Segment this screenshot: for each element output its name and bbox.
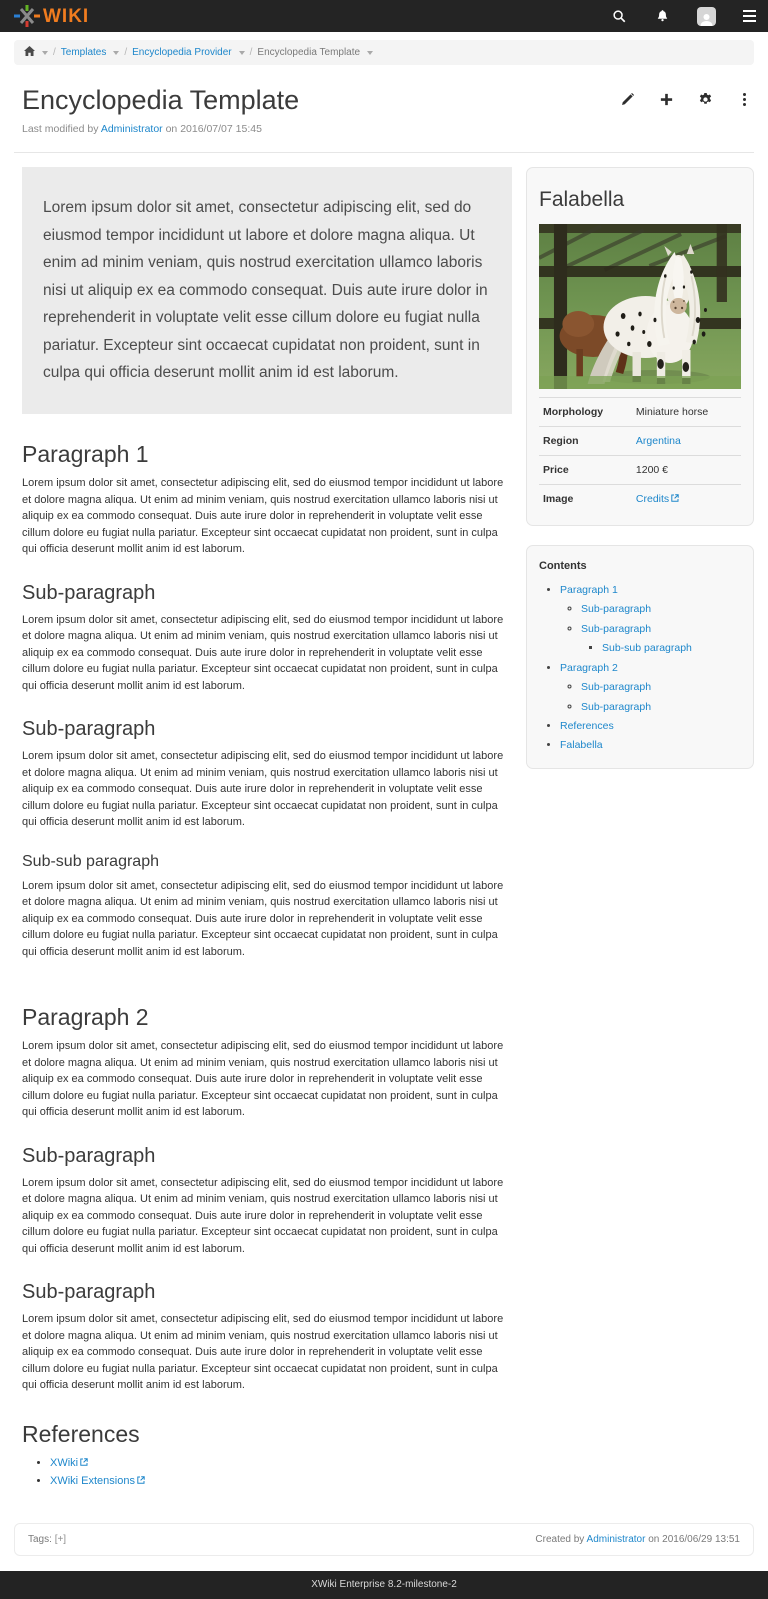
toc-link-sub-paragraph[interactable]: Sub-paragraph — [581, 681, 652, 694]
section-heading-paragraph-2: Paragraph 2 — [22, 1004, 149, 1031]
gear-icon[interactable] — [697, 91, 713, 107]
list-item — [560, 717, 741, 736]
infobox-row-label: Region — [539, 427, 632, 456]
infobox-row-label: Price — [539, 456, 632, 485]
list-item — [560, 736, 741, 755]
region-link[interactable]: Argentina — [635, 435, 681, 447]
caret-down-icon[interactable] — [367, 51, 373, 55]
table-row — [539, 456, 741, 485]
section-body: Lorem ipsum dolor sit amet, consectetur adipiscing elit, sed do eiusmod tempor incididunt ut labore et dolore magna aliqua. Ut enim ad minim veniam, quis nostrud exercitation ullamco laboris nisi ut aliquip ex ea commodo consequat. Duis aute irure dolor in reprehenderit in voluptate velit esse cillum dolore eu fugiat nulla pariatur. Excepteur sint occaecat cupidatat non proident, sunt in culpa qui officia deserunt mollit anim id est laborum. — [22, 477, 504, 556]
modified-by-user-link[interactable]: Administrator — [100, 123, 163, 135]
toc-link-sub-paragraph[interactable]: Sub-paragraph — [581, 603, 652, 616]
table-row — [539, 485, 741, 514]
contents-panel — [526, 545, 754, 769]
infobox-row-label: Image — [539, 485, 632, 514]
section-body: Lorem ipsum dolor sit amet, consectetur adipiscing elit, sed do eiusmod tempor incididunt ut labore et dolore magna aliqua. Ut enim ad minim veniam, quis nostrud exercitation ullamco laboris nisi ut aliquip ex ea commodo consequat. Duis aute irure dolor in reprehenderit in voluptate velit esse cillum dolore eu fugiat nulla pariatur. Excepteur sint occaecat cupidatat non proident, sunt in culpa qui officia deserunt mollit anim id est laborum. — [22, 613, 504, 692]
list-item — [581, 698, 741, 717]
toc-link-sub-paragraph[interactable]: Sub-paragraph — [581, 622, 652, 635]
version-bar: XWiki Enterprise 8.2-milestone-2 — [0, 1571, 768, 1599]
hamburger-menu-icon[interactable] — [743, 10, 756, 22]
external-link-icon — [137, 1474, 145, 1489]
section-body: Lorem ipsum dolor sit amet, consectetur adipiscing elit, sed do eiusmod tempor incididunt ut labore et dolore magna aliqua. Ut enim ad minim veniam, quis nostrud exercitation ullamco laboris nisi ut aliquip ex ea commodo consequat. Duis aute irure dolor in reprehenderit in voluptate velit esse cillum dolore eu fugiat nulla pariatur. Excepteur sint occaecat cupidatat non proident, sunt in culpa qui officia deserunt mollit anim id est laborum. — [22, 879, 504, 958]
toc-link-sub-paragraph[interactable]: Sub-paragraph — [581, 700, 652, 713]
infobox-table — [539, 397, 741, 513]
list-item — [50, 1456, 512, 1471]
section-heading-sub-paragraph: Sub-paragraph — [22, 581, 156, 604]
section-heading-references: References — [22, 1420, 140, 1447]
falabella-horse-photo — [539, 224, 741, 389]
list-item — [581, 678, 741, 697]
toc-list — [539, 581, 741, 756]
breadcrumb-link-templates[interactable]: Templates — [60, 47, 107, 58]
contents-title: Contents — [539, 560, 587, 572]
section-heading-sub-paragraph: Sub-paragraph — [22, 1144, 156, 1167]
list-item — [602, 639, 741, 658]
list-item — [581, 600, 741, 619]
infobox-row-value: 1200 € — [632, 456, 741, 485]
right-sidebar — [526, 167, 754, 788]
toc-link-falabella[interactable]: Falabella — [560, 739, 603, 752]
page-actions — [619, 85, 754, 107]
list-item — [560, 581, 741, 659]
toc-link-paragraph-2[interactable]: Paragraph 2 — [560, 661, 618, 674]
external-link-icon — [80, 1456, 88, 1471]
caret-down-icon[interactable] — [113, 51, 119, 55]
tags-label: Tags: — [28, 1534, 52, 1546]
table-row — [539, 427, 741, 456]
list-item — [560, 659, 741, 717]
bell-icon[interactable] — [654, 8, 670, 24]
search-icon[interactable] — [611, 8, 627, 24]
created-by-user-link[interactable]: Administrator — [586, 1534, 646, 1546]
home-caret-icon[interactable] — [42, 51, 48, 55]
credits-link[interactable]: Credits — [635, 493, 670, 505]
breadcrumb-link-encyclopedia-provider[interactable]: Encyclopedia Provider — [132, 47, 232, 58]
table-row — [539, 398, 741, 427]
references-list — [22, 1456, 512, 1490]
document-content — [14, 167, 512, 1493]
infobox-row-label: Morphology — [539, 398, 632, 427]
home-icon[interactable] — [24, 46, 35, 59]
kebab-menu-icon[interactable] — [736, 91, 752, 107]
pencil-icon[interactable] — [619, 91, 635, 107]
caret-down-icon[interactable] — [239, 51, 245, 55]
top-navbar — [0, 0, 768, 32]
page-title: Encyclopedia Template — [22, 85, 300, 115]
document-footer — [14, 1523, 754, 1556]
section-heading-sub-paragraph: Sub-paragraph — [22, 1281, 156, 1304]
infobox-row-value: Miniature horse — [632, 398, 741, 427]
section-body: Lorem ipsum dolor sit amet, consectetur adipiscing elit, sed do eiusmod tempor incididunt ut labore et dolore magna aliqua. Ut enim ad minim veniam, quis nostrud exercitation ullamco laboris nisi ut aliquip ex ea commodo consequat. Duis aute irure dolor in reprehenderit in voluptate velit esse cillum dolore eu fugiat nulla pariatur. Excepteur sint occaecat cupidatat non proident, sunt in culpa qui officia deserunt mollit anim id est laborum. — [22, 750, 504, 829]
xwiki-logo-x-icon — [12, 4, 42, 28]
user-avatar[interactable] — [697, 7, 716, 26]
external-link-icon — [671, 493, 679, 505]
infobox-title: Falabella — [539, 188, 625, 211]
toc-link-references[interactable]: References — [560, 719, 614, 732]
header-divider — [14, 152, 754, 153]
created-by-line: Created by Administrator on 2016/06/29 13:51 — [535, 1534, 740, 1546]
lead-paragraph: Lorem ipsum dolor sit amet, consectetur adipiscing elit, sed do eiusmod tempor incididunt ut labore et dolore magna aliqua. Ut enim ad minim veniam, quis nostrud exercitation ullamco laboris nisi ut aliquip ex ea commodo consequat. Duis aute irure dolor in reprehenderit in voluptate velit esse cillum dolore eu fugiat nulla pariatur. Excepteur sint occaecat cupidatat non proident, sunt in culpa qui officia deserunt mollit anim id est laborum. — [22, 167, 512, 414]
section-body: Lorem ipsum dolor sit amet, consectetur adipiscing elit, sed do eiusmod tempor incididunt ut labore et dolore magna aliqua. Ut enim ad minim veniam, quis nostrud exercitation ullamco laboris nisi ut aliquip ex ea commodo consequat. Duis aute irure dolor in reprehenderit in voluptate velit esse cillum dolore eu fugiat nulla pariatur. Excepteur sint occaecat cupidatat non proident, sunt in culpa qui officia deserunt mollit anim id est laborum. — [22, 1176, 504, 1255]
xwiki-logo[interactable] — [12, 4, 89, 28]
section-body: Lorem ipsum dolor sit amet, consectetur adipiscing elit, sed do eiusmod tempor incididunt ut labore et dolore magna aliqua. Ut enim ad minim veniam, quis nostrud exercitation ullamco laboris nisi ut aliquip ex ea commodo consequat. Duis aute irure dolor in reprehenderit in voluptate velit esse cillum dolore eu fugiat nulla pariatur. Excepteur sint occaecat cupidatat non proident, sunt in culpa qui officia deserunt mollit anim id est laborum. — [22, 1040, 504, 1119]
list-item — [581, 620, 741, 659]
tags-area — [28, 1534, 66, 1545]
add-tag-button[interactable]: [+] — [54, 1534, 67, 1546]
section-heading-paragraph-1: Paragraph 1 — [22, 441, 149, 468]
section-body: Lorem ipsum dolor sit amet, consectetur adipiscing elit, sed do eiusmod tempor incididunt ut labore et dolore magna aliqua. Ut enim ad minim veniam, quis nostrud exercitation ullamco laboris nisi ut aliquip ex ea commodo consequat. Duis aute irure dolor in reprehenderit in voluptate velit esse cillum dolore eu fugiat nulla pariatur. Excepteur sint occaecat cupidatat non proident, sunt in culpa qui officia deserunt mollit anim id est laborum. — [22, 1313, 504, 1392]
section-heading-sub-sub-paragraph: Sub-sub paragraph — [22, 852, 159, 870]
infobox-panel — [526, 167, 754, 526]
section-heading-sub-paragraph: Sub-paragraph — [22, 718, 156, 741]
breadcrumb: / Templates / Encyclopedia Provider / Encyclopedia Template — [14, 40, 754, 65]
reference-link-xwiki[interactable]: XWiki — [50, 1456, 79, 1469]
toc-link-paragraph-1[interactable]: Paragraph 1 — [560, 584, 618, 596]
toc-link-sub-sub-paragraph[interactable]: Sub-sub paragraph — [602, 642, 692, 655]
plus-icon[interactable] — [658, 91, 674, 107]
reference-link-xwiki-extensions[interactable]: XWiki Extensions — [50, 1475, 135, 1488]
xwiki-brand-text: WIKI — [43, 5, 90, 27]
last-modified-line: Last modified by Administrator on 2016/07/07 15:45 — [22, 123, 262, 135]
breadcrumb-current-page: Encyclopedia Template — [257, 47, 361, 58]
list-item — [50, 1474, 512, 1489]
